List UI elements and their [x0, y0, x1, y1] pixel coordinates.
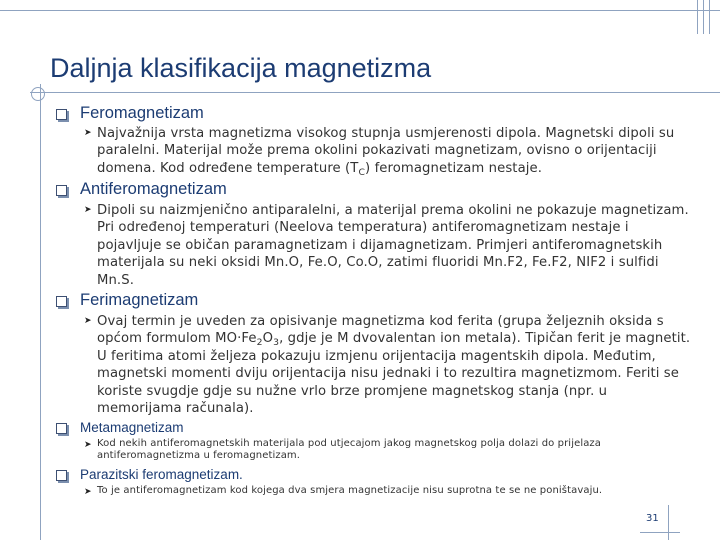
square-bullet-icon: [56, 423, 67, 434]
frame-right-line-1: [697, 0, 698, 34]
section-heading: Ferimagnetizam: [80, 291, 199, 309]
square-bullet-icon: [56, 470, 67, 481]
section-description: Najvažnija vrsta magnetizma visokog stupnja usmjerenosti dipola. Magnetski dipoli su paralelni. Materijal može prema okolini pokazivati magnetizam, ovisno o orijentaciji domena. Kod određene temperature $(T_C)$ feromagnetizam nestaje.: [97, 126, 675, 178]
section-heading: Metamagnetizam: [80, 420, 184, 435]
frame-top-line: [0, 10, 720, 11]
arrow-bullet-icon: ➤: [84, 316, 92, 326]
frame-corner-circle: [31, 87, 45, 101]
section-antiferomagnetizam: [56, 180, 692, 290]
section-description: To je antiferomagnetizam kod kojega dva smjera magnetizacije nisu suprotna te se ne poništavaju.: [97, 485, 603, 496]
section-heading: Parazitski feromagnetizam.: [80, 467, 243, 482]
square-bullet-icon: [56, 185, 67, 196]
slide-title: Daljnja klasifikacija magnetizma: [50, 53, 432, 83]
section-parazitski-feromagnetizam: [56, 467, 692, 502]
section-heading: Feromagnetizam: [80, 104, 204, 122]
section-metamagnetizam: [56, 420, 692, 465]
section-description: Dipoli su naizmjenično antiparalelni, a materijal prema okolini ne pokazuje magnetizam. Pri određenoj temperaturi (Neelova temperatura) antiferomagnetizam nestaje i pojavljuje se običan paramagnetizam i dijamagnetizam. Primjeri antiferomagnetskih materijala su neki oksidi Mn.O, Fe.O, Co.O, zatimi fluoridi Mn.F2, Fe.F2, NIF2 i sulfidi Mn.S.: [97, 203, 689, 288]
frame-right-line-2: [703, 0, 704, 34]
arrow-bullet-icon: ➤: [84, 205, 92, 215]
frame-right-line-3: [709, 0, 710, 34]
frame-bottom-line: [640, 532, 680, 533]
frame-bottom-tick: [668, 505, 669, 540]
section-heading: Antiferomagnetizam: [80, 180, 227, 198]
section-description: Kod nekih antiferomagnetskih materijala pod utjecajom jakog magnetskog polja dolazi do prijelaza antiferomagnetizma u feromagnetizam.: [97, 438, 602, 461]
section-feromagnetizam: [56, 104, 692, 178]
arrow-bullet-icon: ➤: [84, 487, 92, 497]
square-bullet-icon: [56, 109, 67, 120]
frame-left-line: [40, 84, 41, 540]
section-ferimagnetizam: [56, 291, 692, 418]
square-bullet-icon: [56, 296, 67, 307]
page-number: 31: [646, 513, 659, 524]
frame-title-underline: [30, 92, 720, 93]
arrow-bullet-icon: ➤: [84, 128, 92, 138]
section-description: Ovaj termin je uveden za opisivanje magnetizma kod ferita (grupa željeznih oksida s općom formulom $MO\cdot Fe_2O_3$, gdje je M dvovalentan ion metala). Tipičan ferit je magnetit. U feritima atomi željeza pokazuju izmjenu orijentacija magentskih dipola. Međutim, magnetski momenti dviju orijentacija nisu jednaki i to rezultira magnetizmom. Feriti se koriste svugdje gdje su nužne vrlo brze promjene magnetskog stanja (npr. u memorijama računala).: [97, 314, 691, 417]
arrow-bullet-icon: ➤: [84, 440, 92, 450]
